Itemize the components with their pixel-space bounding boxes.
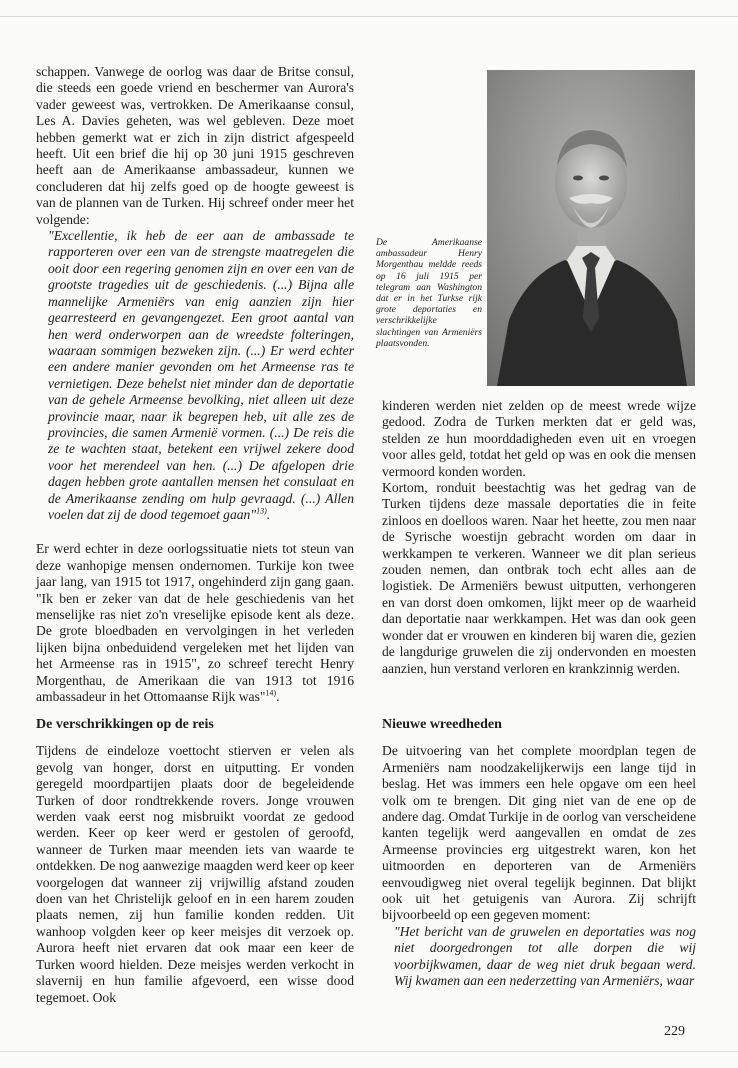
consul-letter-quote <box>36 228 354 523</box>
consul-letter-text: "Excellentie, ik heb de eer aan de ambassade te rapporteren over een van de strengste maatregelen die ooit door een regering genomen zijn en over een van de grootste tragedies uit de geschiedenis. (...) Bijna alle mannelijke Armeniërs van enig aanzien zijn hier gearresteerd en gevangengezet. Een groot aantal van hen werd onderworpen aan de wreedste folteringen, waaraan sommigen bezweken zijn. (...) Er werd echter een andere manier gevonden om het Armeense ras te vernietigen. Deze behelst niet minder dan de deportatie van de gehele Armeense bevolking, niet alleen uit deze provincie maar, naar ik begrepen heb, uit alle zes de provincies, die samen Armenië vormen. (...) De reis die ze te wachten staat, betekent een vrijwel zekere dood voor het merendeel van hen. (...) De afgelopen drie dagen hebben grote aantallen mensen het consulaat en de Amerikaanse zending om hulp gevraagd. (...) Allen voelen dat zij de dood tegemoet gaan" <box>48 228 354 522</box>
footnote-14: 14) <box>265 688 277 698</box>
para2-end: . <box>276 689 280 705</box>
section-heading-wreedheden: Nieuwe wreedheden <box>382 717 502 732</box>
section-heading-verschrikkingen: De verschrikkingen op de reis <box>36 717 214 732</box>
bottom-rule <box>0 1051 738 1052</box>
left-column-bottom <box>36 717 354 1006</box>
aurora-quote: "Het bericht van de gruwelen en deportaties was nog niet doorgedrongen tot alle dorpen die wij voorbijkwamen, daar de weg niet druk begaan werd. Wij kwamen aan een nederzetting van Armeniërs, waar <box>394 923 696 989</box>
footnote-13: 13) <box>256 506 267 516</box>
left-column-top <box>36 64 354 705</box>
right-column-middle <box>382 398 696 677</box>
moordplan-paragraph: De uitvoering van het complete moordplan tegen de Armeniërs nam noodzakelijkerwijs een lange tijd in beslag. Het was immers een hele opgave om een heel volk om te brengen. Dit ging niet van de ene op de andere dag. Omdat Turkije in de oorlog van verscheidene kanten tegelijk werd aangevallen en omdat de zes Armeense provincies erg uitgestrekt waren, kon het uitmoorden en deporteren van de Armeniërs eenvoudigweg niet overal tegelijk beginnen. Dat blijkt ook uit het getuigenis van Aurora. Zij schrijft bijvoorbeeld op een gegeven moment: <box>382 743 696 923</box>
top-rule <box>0 16 738 17</box>
quote-end: . <box>266 506 271 522</box>
photo-caption: De Amerikaanse ambassadeur Henry Morgenthau meldde reeds op 16 juli 1915 per telegram aan Washington dat er in het Turkse rijk grote deportaties en verschrikkelijke slachtingen van Armeniërs plaatsvonden. <box>376 237 482 349</box>
portrait-photo-morgenthau <box>487 70 695 386</box>
children-paragraph: kinderen werden niet zelden op de meest wrede wijze gedood. Zodra de Turken merkten dat er geld was, stelden ze hun moorddadigheden even uit en vroegen voor alles geld, totdat het geld op was en ook die mensen vermoord konden worden. <box>382 398 696 479</box>
morgenthau-paragraph <box>36 541 354 705</box>
page-number: 229 <box>664 1024 685 1039</box>
right-column-bottom <box>382 717 696 990</box>
voettocht-paragraph: Tijdens de eindeloze voettocht stierven er velen als gevolg van honger, dorst en uitputting. Er vonden geregeld moordpartijen plaats door de begeleidende Turken of door rondtrekkende rovers. Jonge vrouwen werden vaak eerst nog misbruikt voordat ze gedood werden. Keer op keer werd er gestolen of geroofd, wanneer de Turken maar meenden iets van waarde te ontdekken. De nog aanwezige maagden werd keer op keer voorgelogen dat wanneer zij vrijwillig afstand zouden doen van het Christelijk geloof en in een harem zouden plaats nemen, zij hun familie konden redden. Uit wanhoop volgden keer op keer meisjes dit verzoek op. Aurora heeft niet ervaren dat ook maar een keer de Turken woord hielden. Deze meisjes werden verkocht in slavernij en hun familie afgevoerd, een wisse dood tegemoet. Ook <box>36 743 354 1005</box>
portrait-image <box>487 70 695 386</box>
kortom-paragraph: Kortom, ronduit beestachtig was het gedrag van de Turken tijdens deze massale deportaties die in feite zinloos en doelloos waren. Naar het heette, zou men naar de Syrische woestijn gebracht worden om daar in werkkampen te verkeren. Wanneer we dit plan serieus zouden nemen, dan ontbrak toch echt alles aan de logistiek. De Armeniërs bewust uitputten, verhongeren en van dorst doen omkomen, lijkt meer op de waarheid dan deportatie naar werkkampen. Het was dan ook geen wonder dat er vrouwen en kinderen bij waren die, gezien de langdurige gruwelen die zij ondervonden en moesten aanzien, hun verstand verloren en krankzinnig werden. <box>382 480 696 676</box>
morgenthau-text: Er werd echter in deze oorlogssituatie niets tot steun van deze wanhopige mensen ondernomen. Turkije kon twee jaar lang, van 1915 tot 1917, ongehinderd zijn gang gaan. "Ik ben er zeker van dat de hele geschiedenis van het menselijke ras niet zo'n vreselijke episode kent als deze. De grote bloedbaden en vervolgingen in het verleden lijken bijna onbeduidend vergeleken met het lijden van het Armeense ras in 1915", zo schreef terecht Henry Morgenthau, de Amerikaan die van 1913 tot 1916 ambassadeur in het Ottomaanse Rijk was" <box>36 541 354 705</box>
intro-paragraph: schappen. Vanwege de oorlog was daar de Britse consul, die steeds een goede vriend en beschermer van Aurora's vader geweest was, vertrokken. De Amerikaanse consul, Les A. Davies geheten, was wel gebleven. Deze moet hebben gemerkt wat er zich in zijn district afgespeeld heeft. Uit een brief die hij op 30 juni 1915 geschreven heeft aan de Amerikaanse ambassadeur, kunnen we concluderen dat hij zelfs goed op de hoogte geweest is van de plannen van de Turken. Hij schreef onder meer het volgende: <box>36 64 354 227</box>
